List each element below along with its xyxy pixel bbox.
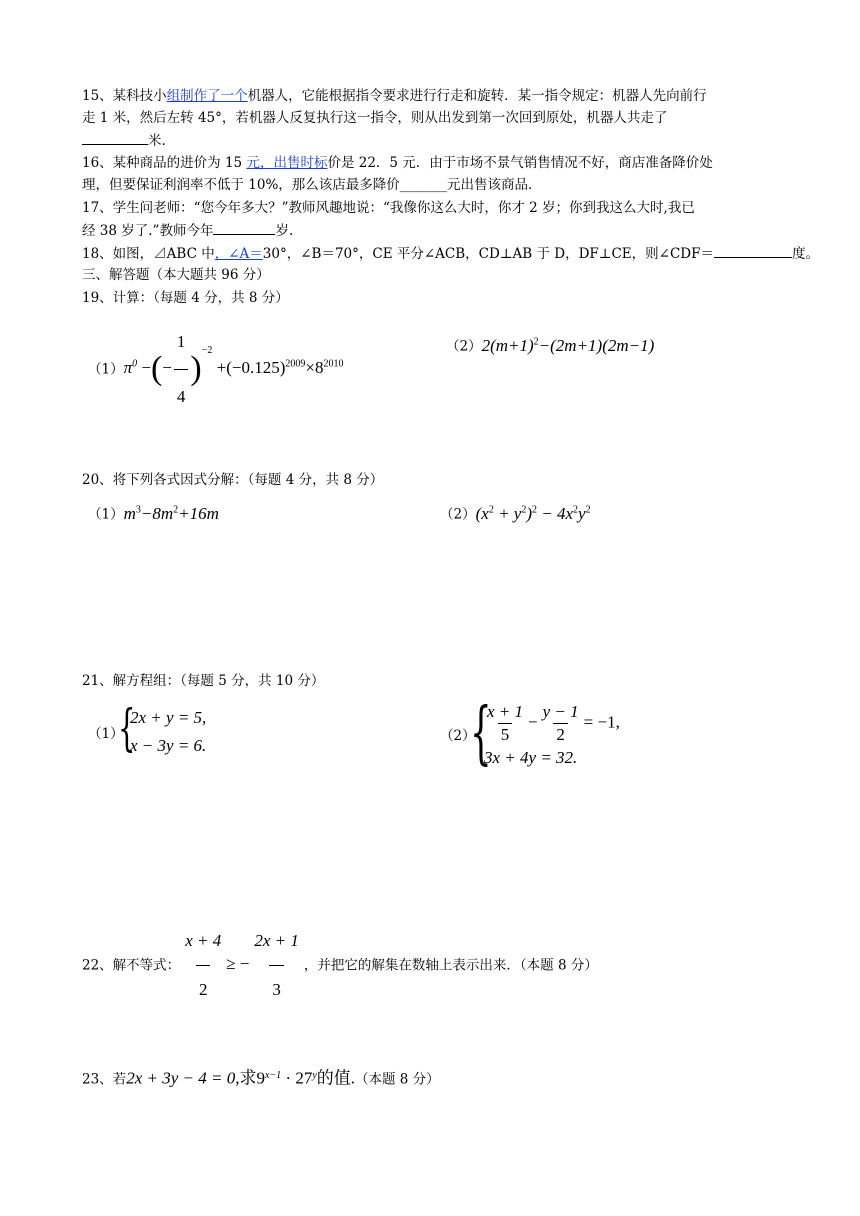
q22-f1-den: 2 [196,965,211,1013]
q20-p2-e: y [578,503,586,523]
q17-text-a: 经 38 岁了.”教师今年 [82,223,214,239]
q20-title: 20、将下列各式因式分解：（每题 4 分，共 8 分） [82,472,384,488]
q20-p1-c: +16m [178,503,219,523]
q21-p2-frac-1 [484,702,526,745]
q23-line [82,1064,440,1092]
q15-line-2: 走 1 米，然后左转 45°，若机器人反复执行这一指令，则从出发到第一次回到原处，机器人共走了 [82,110,668,126]
q21-p2-brace: { [470,694,492,773]
q16-line-1 [82,153,713,173]
q20-p2-a-exp: 2 [488,504,494,515]
q20-p1-a-exp: 3 [135,504,141,515]
q15-text-a: 15、某科技小 [82,88,167,104]
q18-text-b: 30°，∠B＝70°，CE 平分∠ACB，CD⊥AB 于 D，DF⊥CE，则∠CDF＝ [262,246,714,262]
q22-frac-1 [182,918,224,1013]
q19-pi: π [123,358,133,378]
q23-base-1: 9 [256,1068,265,1088]
q19-base-exp: 2009 [285,358,306,370]
q20-p2-e-exp: 2 [585,504,591,515]
q19-base: (−0.125) [226,358,286,378]
q18-link[interactable]: ，∠A＝ [214,246,263,262]
q23-exp-2: y [312,1070,317,1081]
q19-title: 19、计算：（每题 4 分，共 8 分） [82,290,289,306]
q20-p1-a: m [123,503,136,523]
q21-p2-f1-den: 5 [498,723,513,745]
q19-frac-num: 1 [176,332,186,351]
q23-equation: 2x + 3y − 4 = 0, [126,1068,240,1088]
q16-answer-blank[interactable]: _______ [399,177,448,193]
q20-p2-a: (x [475,503,489,523]
q20-part-2 [440,500,591,525]
q23-exp-1: x−1 [264,1070,282,1081]
q16-text-b: 价是 22．5 元．由于市场不景气销售情况不好，商店准备降价处 [327,155,713,171]
q22-line [82,918,598,1013]
q22-f1-num: x + 4 [185,931,222,950]
q22-frac-2 [251,918,302,1013]
q21-p2-minus: − [528,712,538,732]
q18-answer-blank[interactable] [714,243,792,258]
q16-text-a: 16、某种商品的进价为 15 [82,155,247,171]
q15-unit: 米. [148,133,166,149]
q15-line-1 [82,86,707,106]
q20-p2-c-exp: 2 [532,504,538,515]
q20-part-1 [88,500,219,525]
q17-answer-blank[interactable] [213,220,275,235]
q19-p2-exp: 2 [533,336,539,347]
q23-text-b: （本题 8 分） [355,1071,440,1088]
q15-link[interactable]: 组制作了一个 [166,88,248,104]
q21-p1-eq1: 2x + y = 5, [130,708,207,727]
q23-ask: 求 [239,1068,257,1088]
q22-text-b: ，并把它的解集在数轴上表示出来．（本题 8 分） [303,957,598,974]
q22-inequality [180,931,304,999]
q17-line-1: 17、学生问老师：“您今年多大？”教师风趣地说：“我像你这么大时，你才 2 岁；你到我这么大时,我已 [82,200,695,216]
q19-fraction [174,316,189,423]
q23-ask-2: 的值. [316,1068,356,1088]
q21-p2-f2-den: 2 [553,723,568,745]
q20-p1-b: −8m [140,503,174,523]
q20-p2-d-exp: 2 [573,504,579,515]
q19-part-2 [446,316,654,373]
q18-line [82,243,819,264]
q22-f2-den: 3 [269,965,284,1013]
q19-eight-exp: 2010 [323,358,344,370]
q20-p2-d: − 4x [537,503,574,523]
q21-title: 21、解方程组：（每题 5 分，共 10 分） [82,673,325,689]
q20-p2-expression [476,504,591,523]
q15-line-3 [82,130,166,151]
q21-p2-label: （2） [440,728,476,744]
q18-text-a: 18、如图，⊿ABC 中 [82,246,215,262]
q21-p2-eq2: 3x + 4y = 32. [484,748,578,767]
q23-base-2: 27 [295,1068,313,1088]
q19-pi-exp: 0 [132,358,138,370]
q20-p2-label: （2） [440,506,476,523]
q22-f2-num: 2x + 1 [254,931,299,950]
q19-part-1 [88,316,343,423]
q20-p2-c: ) [526,503,533,523]
q19-lparen: ( [150,350,163,388]
q20-p1-expression [124,504,219,523]
q16-text-d: 元出售该商品． [447,177,542,193]
q21-p2-eq1 [482,702,620,745]
q23-dot: · [281,1068,296,1088]
q18-text-c: 度。 [792,246,819,262]
q19-minus: − [141,358,151,378]
q17-text-b: 岁. [275,223,294,239]
q19-times-eight: ×8 [305,358,324,378]
q15-text-b: 机器人，它能根据指令要求进行行走和旋转．某一指令规定：机器人先向前行 [247,88,707,104]
q19-p2-expression [482,336,655,355]
q19-p1-label: （1） [88,361,124,378]
q21-p2-f1-num: x + 1 [487,702,524,721]
q21-p1-brace: { [118,699,136,757]
section-heading: 三、解答题（本大题共 96 分） [82,267,270,283]
q16-link[interactable]: 元，出售时标 [246,155,328,171]
q19-p1-expression [123,332,344,406]
q16-line-2 [82,175,542,195]
q19-plus: + [216,358,227,378]
q21-p1-eq2: x − 3y = 6. [130,736,207,755]
q20-p2-b-exp: 2 [521,504,527,515]
q21-p2-rhs: = −1, [583,712,620,732]
q15-answer-blank[interactable] [82,130,148,145]
q19-paren-exp: −2 [201,345,213,357]
q23-text-a: 23、若 [82,1071,127,1088]
q21-p2-f2-num: y − 1 [542,702,579,721]
q19-rparen: ) [190,350,202,388]
q19-p2-label: （2） [446,338,482,355]
q19-p2-a: 2(m+1) [481,335,534,355]
q21-p1-label: （1） [88,726,124,742]
q20-p1-b-exp: 2 [173,504,179,515]
q17-line-2 [82,220,293,241]
q20-p2-b: + y [493,503,522,523]
q19-p2-b: −(2m+1)(2m−1) [538,335,655,355]
q21-p2-frac-2 [540,702,582,745]
q20-p1-label: （1） [88,506,124,523]
q19-neg: − [162,358,172,378]
q22-text-a: 22、解不等式： [82,957,181,974]
q22-relation: ≥ − [226,954,250,974]
q16-text-c: 理，但要保证利润率不低于 10%，那么该店最多降价 [82,177,400,193]
q19-frac-den: 4 [174,369,189,423]
